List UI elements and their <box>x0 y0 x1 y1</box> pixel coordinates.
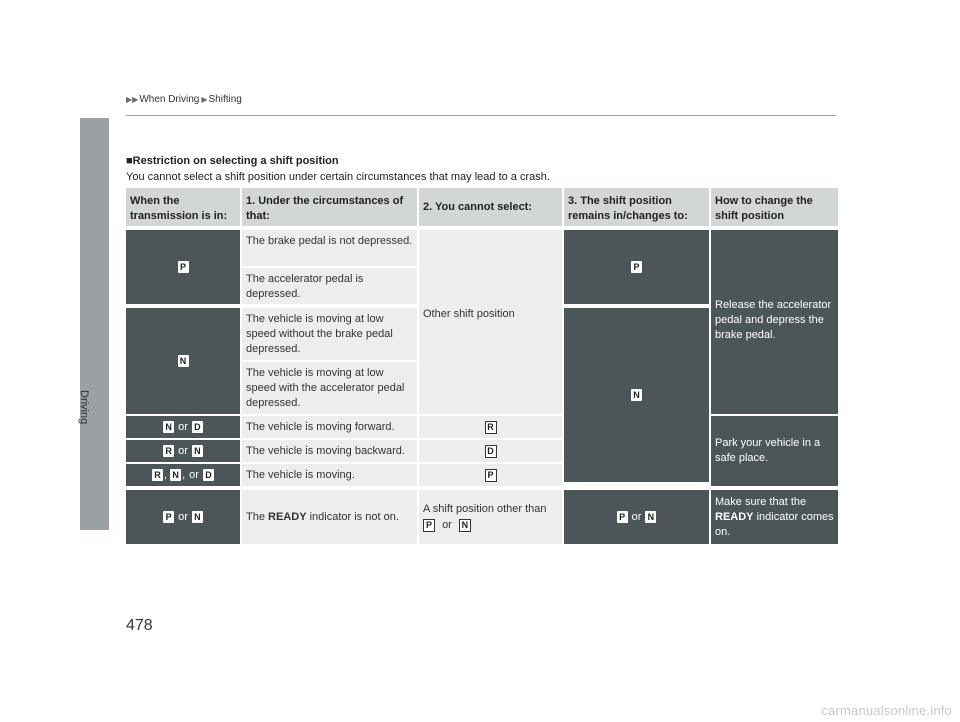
table-cell: The accelerator pedal is depressed. <box>242 268 417 304</box>
gear-n-badge: N <box>631 389 642 401</box>
table-cell: P or N <box>564 490 709 544</box>
table-header-cell: How to change the shift position <box>711 188 838 226</box>
gear-p-badge: P <box>178 261 189 273</box>
table-cell: The brake pedal is not depressed. <box>242 230 417 266</box>
gear-d-badge: D <box>203 469 214 481</box>
breadcrumb <box>126 94 242 105</box>
section-intro: You cannot select a shift position under certain circumstances that may lead to a crash. <box>126 171 550 183</box>
side-label: Driving <box>78 390 90 425</box>
page-number: 478 <box>126 617 153 634</box>
chevron-right-icon: ▶▶ <box>126 95 139 104</box>
table-header-cell: 2. You cannot select: <box>419 188 562 226</box>
table-row <box>126 230 240 304</box>
table-cell: The READY indicator is not on. <box>242 490 417 544</box>
table-cell: The vehicle is moving at low speed without the brake pedal depressed. <box>242 308 417 360</box>
table-cell: Park your vehicle in a safe place. <box>711 416 838 486</box>
table-cell <box>564 230 709 304</box>
table-cell: The vehicle is moving backward. <box>242 440 417 462</box>
table-cell: The vehicle is moving forward. <box>242 416 417 438</box>
gear-n-badge: N <box>163 421 174 433</box>
gear-n-badge: N <box>170 469 181 481</box>
gear-n-badge: N <box>459 519 471 532</box>
chevron-right-icon: ▶ <box>201 95 208 104</box>
section-heading: ■Restriction on selecting a shift position <box>126 155 339 167</box>
gear-p-badge: P <box>163 511 174 523</box>
section-side-tab <box>80 118 109 530</box>
table-cell <box>419 416 562 438</box>
gear-r-badge: R <box>163 445 174 457</box>
table-cell <box>419 440 562 462</box>
table-row: R , N , or D <box>126 464 240 486</box>
gear-n-badge: N <box>192 511 203 523</box>
table-row: P or N <box>126 490 240 544</box>
gear-p-badge: P <box>485 469 497 482</box>
gear-d-badge: D <box>485 445 497 458</box>
square-bullet-icon: ■ <box>126 155 133 167</box>
gear-p-badge: P <box>617 511 628 523</box>
gear-p-badge: P <box>423 519 435 532</box>
shift-restriction-table <box>126 188 838 544</box>
gear-p-badge: P <box>631 261 642 273</box>
table-header-cell: When the transmission is in: <box>126 188 240 226</box>
table-cell <box>419 464 562 486</box>
table-cell: Other shift position <box>419 230 562 414</box>
table-cell: The vehicle is moving. <box>242 464 417 486</box>
gear-n-badge: N <box>178 355 189 367</box>
table-cell: The vehicle is moving at low speed with the accelerator pedal depressed. <box>242 362 417 414</box>
table-row: R or N <box>126 440 240 462</box>
header-rule <box>126 115 836 116</box>
table-header-cell: 3. The shift position remains in/changes to: <box>564 188 709 226</box>
table-row <box>126 308 240 414</box>
table-cell: A shift position other than P or N <box>419 490 562 544</box>
table-header-cell: 1. Under the circumstances of that: <box>242 188 417 226</box>
table-row: N or D <box>126 416 240 438</box>
breadcrumb-item: Shifting <box>208 94 242 105</box>
table-cell: Make sure that the READY indicator comes on. <box>711 490 838 544</box>
table-cell <box>564 308 709 482</box>
gear-r-badge: R <box>152 469 163 481</box>
gear-d-badge: D <box>192 421 203 433</box>
gear-n-badge: N <box>192 445 203 457</box>
watermark: carmanualsonline.info <box>821 703 952 718</box>
breadcrumb-item: When Driving <box>139 94 200 105</box>
gear-r-badge: R <box>485 421 497 434</box>
gear-n-badge: N <box>645 511 656 523</box>
table-cell: Release the accelerator pedal and depress the brake pedal. <box>711 230 838 414</box>
